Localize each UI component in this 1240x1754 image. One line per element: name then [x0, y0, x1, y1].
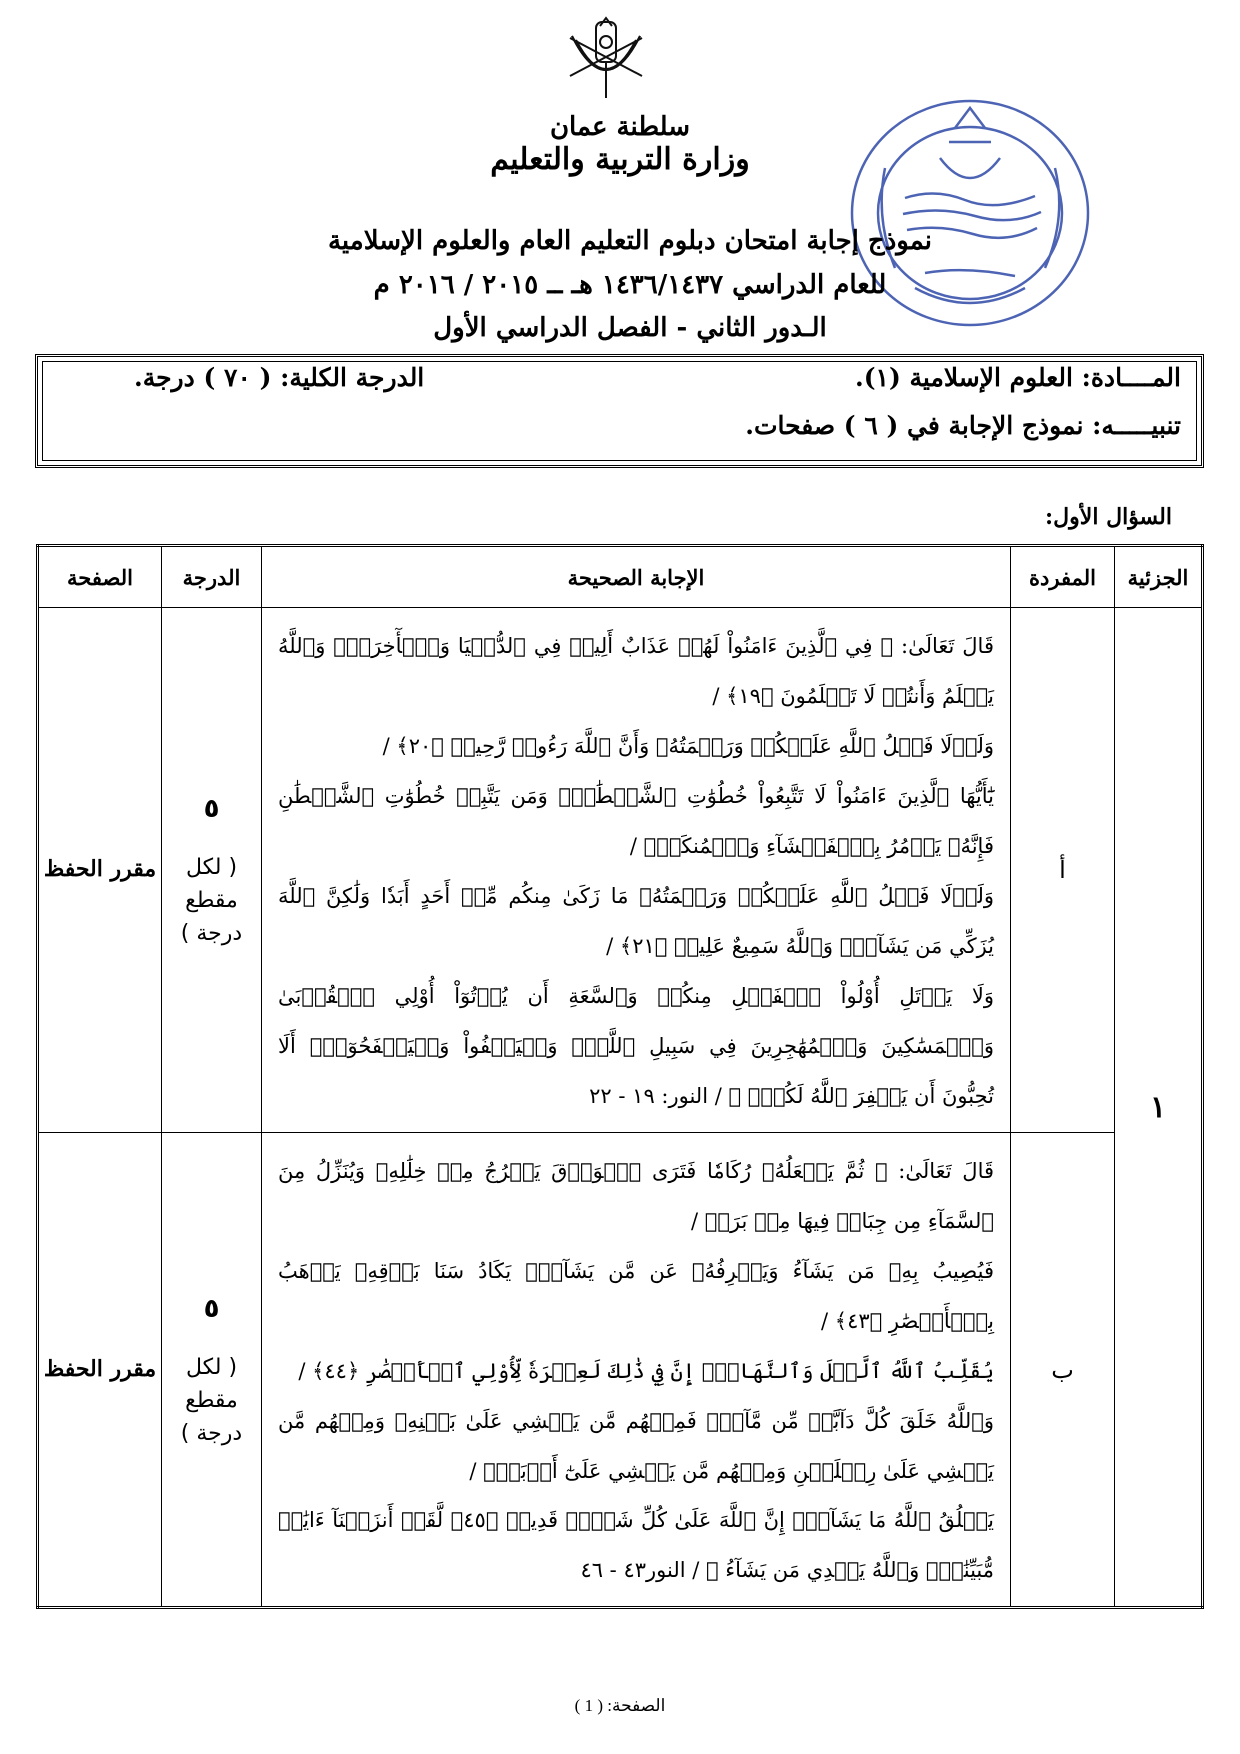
answer-line: قَالَ تَعَالَىٰ: ﴿ ثُمَّ يَجۡعَلُهُۥ رُكَامٗا فَتَرَى ٱلۡوَدۡقَ يَخۡرُجُ مِنۡ خِلَٰلِهِۦ وَيُنَزِّلُ مِنَ ٱلسَّمَآءِ مِن جِبَالٖ فِيهَا مِنۢ بَرَدٖ / [278, 1158, 994, 1233]
answer-line: فَيُصِيبُ بِهِۦ مَن يَشَآءُ وَيَصۡرِفُهُۥ عَن مَّن يَشَآءُۖ يَكَادُ سَنَا بَرۡقِهِۦ يَذۡهَبُ بِٱلۡأَبۡصَٰرِ ﴿٤٣﴾ / [278, 1258, 994, 1333]
subject-line: المــــادة: العلوم الإسلامية (١). [854, 363, 1181, 392]
answer-line: يَٰٓأَيُّهَا ٱلَّذِينَ ءَامَنُواْ لَا تَتَّبِعُواْ خُطُوَٰتِ ٱلشَّيۡطَٰنِۚ وَمَن يَتَّبِعۡ خُطُوَٰتِ ٱلشَّيۡطَٰنِ فَإِنَّهُۥ يَأۡمُرُ بِٱلۡفَحۡشَآءِ وَٱلۡمُنكَرِۚ / [278, 783, 994, 858]
degree-note: ( لكل مقطع درجة ) [180, 854, 243, 946]
table-row [38, 608, 1203, 1133]
degree-value: ٥ [203, 793, 220, 824]
header-mufrada: المفردة [1011, 546, 1115, 608]
exam-title: نموذج إجابة امتحان دبلوم التعليم العام والعلوم الإسلامية [327, 226, 932, 256]
ministry-line1: سلطنة عمان [549, 112, 691, 142]
page-cell: مقرر الحفظ [38, 608, 162, 1133]
header-degree: الدرجة [162, 546, 262, 608]
table-row [38, 1132, 1203, 1608]
degree-cell [162, 1132, 262, 1608]
degree-cell [162, 608, 262, 1133]
ministry-heading [470, 112, 770, 177]
answer-table [36, 544, 1204, 1609]
answer-line: قَالَ تَعَالَىٰ: ﴿ فِي ٱلَّذِينَ ءَامَنُواْ لَهُمۡ عَذَابٌ أَلِيمٞ فِي ٱلدُّنۡيَا وَٱلۡأٓخِرَةِۚ وَٱللَّهُ يَعۡلَمُ وَأَنتُمۡ لَا تَعۡلَمُونَ ﴿١٩﴾ / [278, 634, 994, 708]
juz-cell: ١ [1115, 608, 1203, 1608]
answer-cell [262, 1132, 1011, 1608]
page-cell: مقرر الحفظ [38, 1132, 162, 1608]
degree-note: ( لكل مقطع درجة ) [180, 1354, 243, 1446]
answer-cell [262, 608, 1011, 1133]
degree-value: ٥ [203, 1293, 220, 1324]
answer-line: وَٱللَّهُ خَلَقَ كُلَّ دَآبَّةٖ مِّن مَّآءٖۖ فَمِنۡهُم مَّن يَمۡشِي عَلَىٰ بَطۡنِهِۦ وَمِنۡهُم مَّن يَمۡشِي عَلَىٰ رِجۡلَيۡنِ وَمِنۡهُم مَّن يَمۡشِي عَلَىٰٓ أَرۡبَعٖۚ / [278, 1408, 994, 1483]
header-page: الصفحة [38, 546, 162, 608]
table-header-row [38, 546, 1203, 608]
ministry-line2: وزارة التربية والتعليم [490, 142, 750, 177]
mufrada-cell: أ [1011, 608, 1115, 1133]
question-label: السؤال الأول: [1045, 504, 1172, 530]
answer-line: يُقَلِّبُ ٱللَّهُ ٱلَّيۡلَ وَٱلنَّهَارَۚ إِنَّ فِي ذَٰلِكَ لَعِبۡرَةٗ لِّأُوْلِي ٱلۡأَبۡصَٰرِ ﴿٤٤﴾ / [298, 1358, 994, 1383]
exam-info-box [35, 354, 1204, 468]
pages-note-line: تنبيـــــه: نموذج الإجابة في ( ٦ ) صفحات. [745, 411, 1181, 440]
answer-line: وَلَوۡلَا فَضۡلُ ٱللَّهِ عَلَيۡكُمۡ وَرَحۡمَتُهُۥ وَأَنَّ ٱللَّهَ رَءُوفٞ رَّحِيمٞ ﴿٢٠﴾ / [382, 733, 994, 758]
academic-year: للعام الدراسي ١٤٣٦/١٤٣٧ هـ ــ ٢٠١٥ / ٢٠١٦ م [373, 270, 887, 300]
page-number: الصفحة: ( 1 ) [574, 1696, 666, 1715]
answer-line: وَلَوۡلَا فَضۡلُ ٱللَّهِ عَلَيۡكُمۡ وَرَحۡمَتُهُۥ مَا زَكَىٰ مِنكُم مِّنۡ أَحَدٍ أَبَدٗا وَلَٰكِنَّ ٱللَّهَ يُزَكِّي مَن يَشَآءُۗ وَٱللَّهُ سَمِيعٌ عَلِيمٞ ﴿٢١﴾ / [278, 883, 994, 958]
oman-emblem-icon [560, 14, 652, 106]
mufrada-cell: ب [1011, 1132, 1115, 1608]
answer-line: وَلَا يَأۡتَلِ أُوْلُواْ ٱلۡفَضۡلِ مِنكُمۡ وَٱلسَّعَةِ أَن يُؤۡتُوٓاْ أُوْلِي ٱلۡقُرۡبَىٰ وَٱلۡمَسَٰكِينَ وَٱلۡمُهَٰجِرِينَ فِي سَبِيلِ ٱللَّهِۖ وَلۡيَعۡفُواْ وَلۡيَصۡفَحُوٓاْۗ أَلَا تُحِبُّونَ أَن يَغۡفِرَ ٱللَّهُ لَكُمۡۚ ﴾ / النور: ١٩ - ٢٢ [278, 983, 994, 1108]
answer-line: يَخۡلُقُ ٱللَّهُ مَا يَشَآءُۚ إِنَّ ٱللَّهَ عَلَىٰ كُلِّ شَيۡءٖ قَدِيرٞ ﴿٤٥﴾ لَّقَدۡ أَنزَلۡنَآ ءَايَٰتٖ مُّبَيِّنَٰتٖۚ وَٱللَّهُ يَهۡدِي مَن يَشَآءُ ﴾ / النور٤٣ - ٤٦ [278, 1508, 994, 1583]
header-answer: الإجابة الصحيحة [262, 546, 1011, 608]
total-grade-line: الدرجة الكلية: ( ٧٠ ) درجة. [134, 363, 425, 392]
official-stamp-icon [845, 88, 1095, 338]
exam-session: الـدور الثاني - الفصل الدراسي الأول [433, 313, 827, 343]
header-juz: الجزئية [1115, 546, 1203, 608]
